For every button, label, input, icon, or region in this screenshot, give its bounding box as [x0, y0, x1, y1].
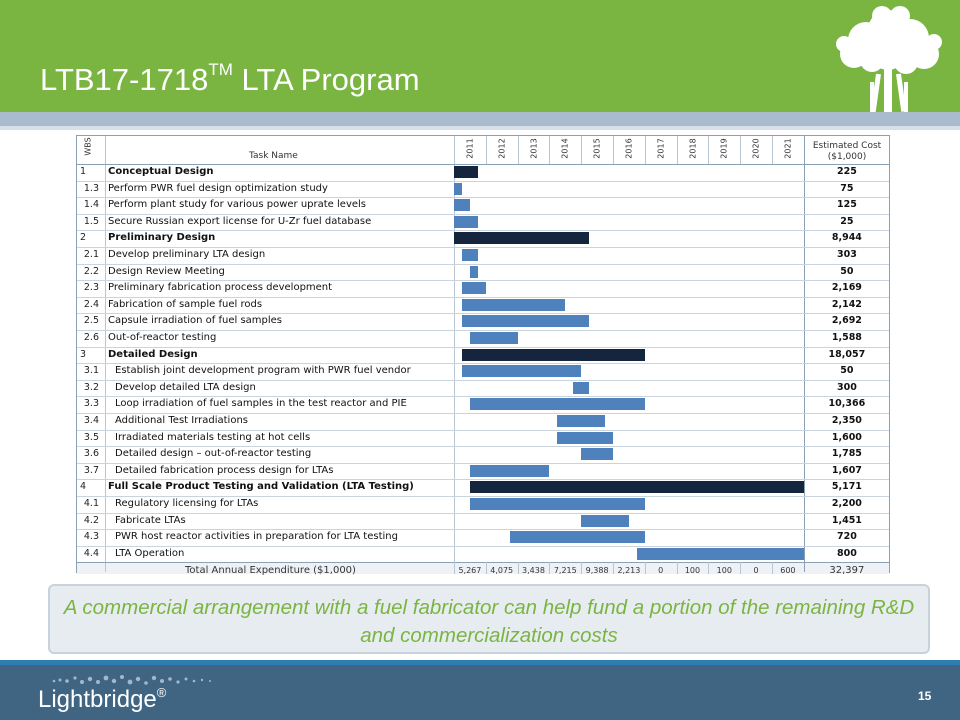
task-bar	[454, 183, 462, 195]
grid-hline	[77, 330, 889, 331]
grid-hline	[77, 413, 889, 414]
task-bar	[454, 199, 470, 211]
year-header: 2015	[592, 138, 602, 159]
grid-hline	[77, 181, 889, 182]
grid-hline	[77, 247, 889, 248]
wbs-number: 2.3	[83, 282, 99, 294]
estimated-cost: 50	[840, 265, 854, 277]
grid-hline	[77, 529, 889, 530]
header-stripe	[0, 112, 960, 126]
grid-vline	[105, 136, 106, 572]
wbs-number: 2.5	[83, 315, 99, 327]
gantt-table	[76, 135, 890, 577]
wbs-number: 3.6	[83, 448, 99, 460]
wbs-number: 4	[80, 481, 87, 493]
task-name: Perform plant study for various power uprate levels	[108, 199, 366, 211]
estimated-cost: 2,200	[831, 498, 862, 509]
task-name: Fabricate LTAs	[115, 514, 186, 526]
wbs-number: 1	[80, 166, 87, 177]
task-bar	[470, 332, 518, 344]
note-box	[48, 584, 930, 654]
task-bar	[462, 282, 486, 294]
task-name: Fabrication of sample fuel rods	[108, 298, 263, 310]
grid-hline	[77, 347, 889, 348]
annual-total: 9,388	[585, 566, 609, 576]
annual-total: 7,215	[553, 566, 577, 576]
year-header: 2014	[560, 138, 570, 159]
wbs-number: 1.4	[83, 199, 99, 211]
year-header: 2012	[497, 138, 507, 159]
task-bar	[557, 415, 605, 427]
annual-total: 0	[658, 566, 664, 576]
task-name: Additional Test Irradiations	[115, 415, 248, 426]
grid-hline	[77, 513, 889, 514]
task-name: Design Review Meeting	[108, 265, 225, 277]
grid-hline	[77, 164, 889, 165]
task-bar	[462, 365, 581, 377]
phase-bar	[454, 166, 478, 178]
wbs-number: 3.2	[83, 381, 99, 393]
slide-title: LTB17-1718™ LTA Program	[40, 60, 420, 97]
task-name: Perform PWR fuel design optimization study	[108, 182, 328, 194]
estimated-cost: 2,142	[831, 298, 862, 310]
estimated-cost: 303	[836, 249, 857, 260]
task-name: Detailed Design	[108, 348, 198, 360]
estimated-cost: 1,588	[831, 332, 862, 343]
task-name: Establish joint development program with PWR fuel vendor	[115, 365, 411, 377]
annual-total: 100	[684, 566, 701, 576]
task-bar	[581, 448, 613, 460]
estimated-cost: 75	[840, 182, 854, 194]
estimated-cost: 1,607	[831, 464, 862, 476]
wbs-number: 4.3	[83, 531, 99, 543]
task-bar	[462, 315, 589, 327]
year-header: 2013	[529, 138, 538, 159]
wbs-column-header: WBS	[83, 137, 93, 156]
task-name: Regulatory licensing for LTAs	[115, 498, 259, 509]
header-stripe-light	[0, 126, 960, 130]
estimated-cost: 18,057	[828, 348, 866, 360]
phase-bar	[462, 349, 645, 361]
wbs-number: 3	[80, 348, 87, 360]
wbs-number: 3.5	[83, 431, 99, 443]
grid-vline	[740, 136, 741, 164]
year-header: 2019	[719, 138, 729, 159]
task-bar	[573, 382, 589, 394]
phase-bar	[454, 232, 589, 244]
grid-hline	[77, 430, 889, 431]
grid-hline	[77, 546, 889, 547]
estimated-cost: 1,451	[831, 514, 862, 526]
wbs-number: 1.5	[83, 215, 99, 227]
estimated-cost: 2,350	[831, 415, 862, 426]
wbs-number: 4.1	[83, 498, 99, 509]
annual-total: 2,213	[617, 566, 641, 576]
task-bar	[470, 266, 478, 278]
wbs-number: 2.2	[83, 265, 99, 277]
wbs-number: 2.4	[83, 298, 99, 310]
estimated-cost: 1,785	[831, 448, 862, 460]
wbs-number: 2.1	[83, 249, 99, 260]
task-name: PWR host reactor activities in preparation for LTA testing	[115, 531, 398, 543]
estimated-cost: 25	[840, 215, 854, 227]
task-bar	[462, 299, 565, 311]
grid-vline	[549, 136, 550, 164]
task-name: Develop preliminary LTA design	[108, 249, 266, 260]
grid-vline	[677, 136, 678, 164]
wbs-number: 2	[80, 232, 87, 244]
phase-bar	[470, 481, 804, 493]
grid-hline	[77, 496, 889, 497]
year-header: 2017	[656, 138, 666, 159]
grid-hline	[77, 380, 889, 381]
estimated-cost: 800	[836, 547, 857, 559]
wbs-number: 3.4	[83, 415, 99, 426]
tree-icon	[826, 2, 950, 112]
grid-hline	[77, 463, 889, 464]
grid-hline	[77, 313, 889, 314]
grid-hline	[77, 562, 889, 563]
grid-vline	[613, 136, 614, 164]
grid-vline	[645, 136, 646, 164]
task-name: Secure Russian export license for U-Zr fuel database	[108, 215, 372, 227]
year-header: 2016	[624, 138, 634, 159]
grid-vline	[581, 136, 582, 164]
task-name: LTA Operation	[115, 547, 185, 559]
task-bar	[557, 432, 613, 444]
estimated-cost: 8,944	[831, 232, 862, 244]
wbs-number: 3.1	[83, 365, 99, 377]
task-bar	[470, 465, 550, 477]
year-header: 2018	[688, 138, 697, 159]
task-bar	[637, 548, 804, 560]
task-bar	[510, 531, 645, 543]
task-name: Conceptual Design	[108, 166, 214, 177]
grid-hline	[77, 396, 889, 397]
task-name: Detailed fabrication process design for LTAs	[115, 464, 334, 476]
wbs-number: 3.7	[83, 464, 99, 476]
task-name: Preliminary fabrication process development	[108, 282, 333, 294]
task-name: Out-of-reactor testing	[108, 332, 217, 343]
grid-hline	[77, 214, 889, 215]
grid-hline	[77, 197, 889, 198]
lightbridge-logo: Lightbridge®	[38, 685, 167, 713]
grid-vline	[518, 136, 519, 164]
wbs-number: 4.4	[83, 547, 99, 559]
estimated-cost: 2,692	[831, 315, 862, 327]
estimated-cost: 5,171	[831, 481, 862, 493]
task-name: Irradiated materials testing at hot cells	[115, 431, 311, 443]
cost-header: Estimated Cost ($1,000)	[812, 141, 882, 162]
grid-hline	[77, 264, 889, 265]
estimated-cost: 10,366	[828, 398, 866, 410]
grid-hline	[77, 363, 889, 364]
task-bar	[462, 249, 478, 261]
grid-hline	[77, 280, 889, 281]
annual-total: 3,438	[522, 566, 545, 576]
estimated-cost: 125	[836, 199, 857, 211]
estimated-cost: 720	[836, 531, 857, 543]
grid-hline	[77, 479, 889, 480]
page-number: 15	[918, 689, 932, 703]
annual-total: 600	[780, 566, 796, 576]
wbs-number: 3.3	[83, 398, 99, 410]
total-expenditure-label: Total Annual Expenditure ($1,000)	[185, 565, 356, 577]
grid-hline	[77, 230, 889, 231]
grid-hline	[77, 297, 889, 298]
annual-total: 0	[753, 566, 759, 576]
total-cost: 32,397	[829, 565, 865, 577]
year-header: 2020	[751, 138, 761, 159]
annual-total: 100	[716, 566, 732, 576]
grid-vline	[486, 136, 487, 164]
estimated-cost: 300	[836, 381, 857, 393]
task-name: Full Scale Product Testing and Validation (LTA Testing)	[108, 481, 414, 493]
task-name: Loop irradiation of fuel samples in the test reactor and PIE	[115, 398, 407, 410]
task-bar	[454, 216, 478, 228]
task-name: Capsule irradiation of fuel samples	[108, 315, 283, 327]
grid-vline	[708, 136, 709, 164]
estimated-cost: 50	[840, 365, 854, 377]
task-bar	[470, 398, 645, 410]
task-name: Preliminary Design	[108, 232, 216, 244]
estimated-cost: 2,169	[831, 282, 862, 294]
estimated-cost: 225	[836, 166, 857, 177]
grid-hline	[77, 446, 889, 447]
annual-total: 4,075	[490, 566, 514, 576]
note-text: A commercial arrangement with a fuel fabricator can help fund a portion of the remaining R&D and commercialization costs	[63, 596, 915, 647]
task-name: Detailed design – out-of-reactor testing	[115, 448, 312, 460]
task-bar	[581, 515, 629, 527]
year-header: 2021	[783, 138, 793, 159]
wbs-number: 4.2	[83, 514, 99, 526]
task-bar	[470, 498, 645, 510]
annual-total: 5,267	[458, 566, 482, 576]
wbs-number: 1.3	[83, 182, 99, 194]
estimated-cost: 1,600	[831, 431, 862, 443]
year-header: 2011	[465, 138, 475, 159]
task-name-header: Task Name	[249, 151, 298, 161]
grid-vline	[772, 136, 773, 164]
task-name: Develop detailed LTA design	[115, 381, 256, 393]
wbs-number: 2.6	[83, 332, 99, 343]
